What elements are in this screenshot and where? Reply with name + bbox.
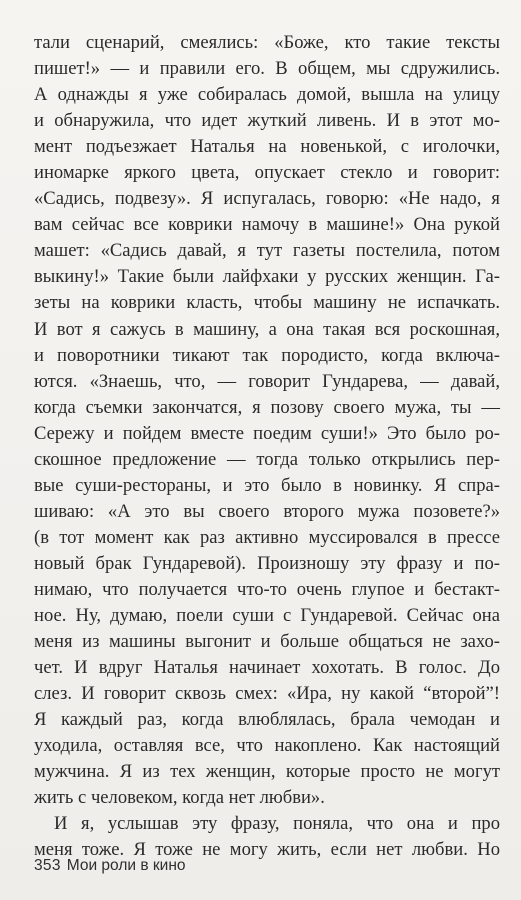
section-title: Мои роли в кино (66, 857, 186, 874)
text-line: зеты на коврики класть, чтобы машину не испачкать. (34, 292, 500, 314)
text-line: (в тот момент как раз активно муссировался в прессе (34, 526, 500, 548)
page-footer (34, 857, 186, 875)
text-line: шиваю: «А это вы своего второго мужа позовете?» (34, 500, 500, 522)
text-line: уходила, оставляя все, что накоплено. Как настоящий (34, 735, 500, 757)
text-line: мужчина. Я из тех женщин, которые просто не могут (34, 761, 500, 783)
body-text (34, 30, 500, 864)
text-line: ются. «Знаешь, что, — говорит Гундарева, — давай, (34, 370, 500, 392)
page-number: 353 (34, 857, 61, 874)
text-line: и обнаружила, что идет жуткий ливень. И в этот мо- (34, 110, 500, 132)
text-line: мент подъезжает Наталья на новенькой, с иголочки, (34, 136, 500, 158)
text-line: чет. И вдруг Наталья начинает хохотать. В голос. До (34, 657, 500, 679)
text-line: скошное предложение — тогда только открылись пер- (34, 448, 500, 470)
text-line: меня тоже. Я тоже не могу жить, если нет любви. Но (34, 839, 500, 861)
text-line: жить с человеком, когда нет любви». (34, 787, 325, 809)
text-line: машет: «Садись давай, я тут газеты постелила, потом (34, 240, 500, 262)
text-line: вам сейчас все коврики намочу в машине!» Она рукой (34, 214, 500, 236)
text-line: и поворотники тикают так породисто, когда включа- (34, 344, 500, 366)
text-line: слез. И говорит сквозь смех: «Ира, ну какой “второй”! (34, 683, 500, 705)
text-line: когда съемки закончатся, я позову своего мужа, ты — (34, 396, 500, 418)
text-line: меня из машины выгонит и больше общаться не захо- (34, 631, 500, 653)
text-line: нимаю, что получается что-то очень глупое и бестакт- (34, 578, 500, 600)
text-line: И я, услышав эту фразу, поняла, что она и про (54, 813, 500, 835)
text-line: тали сценарий, смеялись: «Боже, кто такие тексты (34, 32, 500, 53)
text-line: ное. Ну, думаю, поели суши с Гундаревой. Сейчас она (34, 605, 500, 627)
text-line: иномарке яркого цвета, опускает стекло и говорит: (34, 162, 500, 184)
text-line: И вот я сажусь в машину, а она такая вся роскошная, (34, 318, 500, 340)
text-line: новый брак Гундаревой). Произношу эту фразу и по- (34, 552, 500, 574)
text-line: вые суши-рестораны, и это было в новинку. Я спра- (34, 474, 500, 496)
text-line: пишет!» — и правили его. В общем, мы сдружились. (34, 58, 500, 80)
text-line: выкину!» Такие были лайфхаки у русских женщин. Га- (34, 266, 500, 288)
text-line: «Садись, подвезу». Я испугалась, говорю: «Не надо, я (34, 188, 500, 210)
text-line: Я каждый раз, когда влюблялась, брала чемодан и (34, 709, 500, 731)
text-line: Сережу и пойдем вместе поедим суши!» Это было ро- (34, 422, 500, 444)
text-line: А однажды я уже собиралась домой, вышла на улицу (34, 84, 500, 106)
